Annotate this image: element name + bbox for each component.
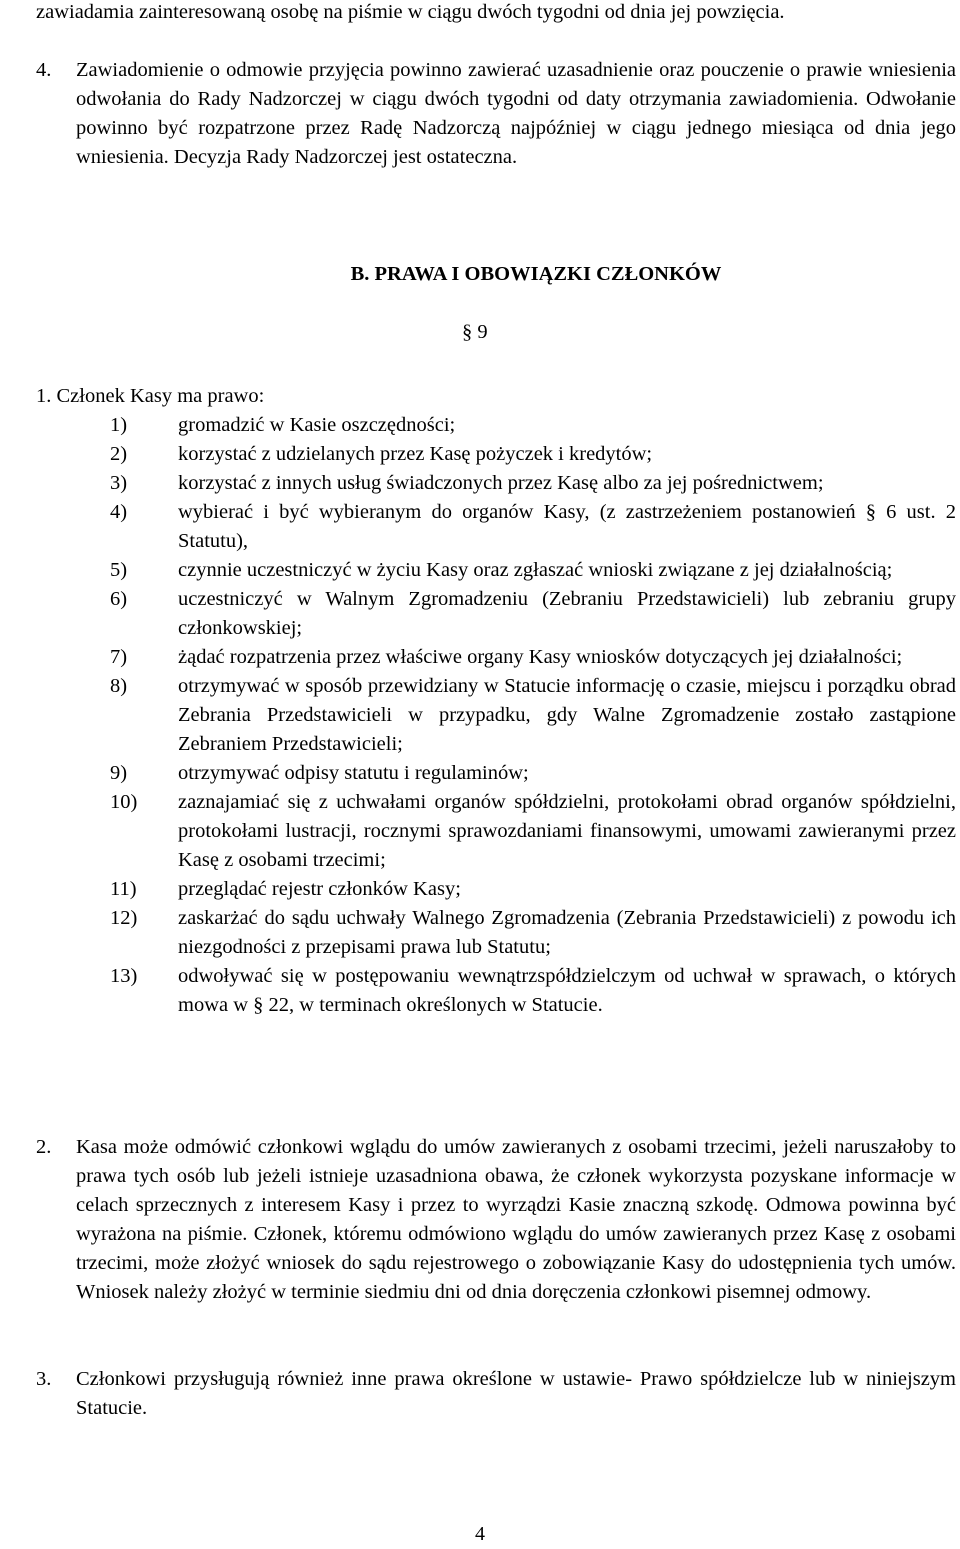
section-heading-text: B. PRAWA I OBOWIĄZKI CZŁONKÓW (350, 263, 722, 285)
list-item-number: 9) (110, 762, 128, 784)
paragraph-point-4 (36, 56, 956, 172)
list-item (110, 962, 956, 1020)
list-item-number: 1) (110, 414, 128, 436)
list-item (110, 672, 956, 759)
list-item-text: korzystać z udzielanych przez Kasę pożyczek i kredytów; (178, 443, 653, 465)
paragraph-mark: § 9 (462, 321, 488, 343)
list-item (110, 585, 956, 643)
point-text: Zawiadomienie o odmowie przyjęcia powinno zawierać uzasadnienie oraz pouczenie o prawie wniesienia odwołania do Rady Nadzorczej w ciągu dwóch tygodni od daty otrzymania zawiadomienia. Odwołanie powinno być rozpatrzone przez Radę Nadzorczą najpóźniej w ciągu jednego miesiąca od dnia jego wniesienia. Decyzja Rady Nadzorczej jest ostateczna. (76, 59, 956, 168)
list-item (110, 759, 956, 788)
list-item (110, 440, 956, 469)
list-item (110, 788, 956, 875)
point-1-intro: 1. Członek Kasy ma prawo: (36, 385, 265, 407)
list-item-text: otrzymywać odpisy statutu i regulaminów; (178, 762, 529, 784)
point-text: Członkowi przysługują również inne prawa określone w ustawie- Prawo spółdzielcze lub w niniejszym Statucie. (76, 1368, 956, 1419)
list-item-text: odwoływać się w postępowaniu wewnątrzspółdzielczym od uchwał w sprawach, o których mowa w § 22, w terminach określonych w Statucie. (178, 965, 956, 1016)
list-item-text: czynnie uczestniczyć w życiu Kasy oraz zgłaszać wnioski związane z jej działalnością; (178, 559, 893, 581)
paragraph-point-2 (36, 1133, 956, 1307)
list-item-number: 3) (110, 472, 128, 494)
point-text: Kasa może odmówić członkowi wglądu do umów zawieranych z osobami trzecimi, jeżeli naruszałoby to prawa tych osób lub jeżeli istnieje uzasadniona obawa, że członek wykorzysta pozyskane informacje w celach sprzecznych z interesem Kasy i przez to wyrządzi Kasie znaczną szkodę. Odmowa powinna być wyrażona na piśmie. Członek, któremu odmówiono wglądu do umów zawieranych przez Kasę z osobami trzecimi, może złożyć wniosek do sądu rejestrowego o zobowiązanie Kasy do udostępnienia tych umów. Wniosek należy złożyć w terminie siedmiu dni od dnia doręczenia członkowi pisemnej odmowy. (76, 1136, 956, 1303)
list-item-text: zaskarżać do sądu uchwały Walnego Zgromadzenia (Zebrania Przedstawicieli) z powodu ich niezgodności z przepisami prawa lub Statutu; (178, 907, 956, 958)
list-item (110, 643, 956, 672)
list-item-number: 6) (110, 588, 128, 610)
list-item-number: 2) (110, 443, 128, 465)
point-number: 3. (36, 1368, 52, 1390)
continuation-paragraph (36, 0, 956, 27)
list-item (110, 411, 956, 440)
list-item (110, 498, 956, 556)
point-number: 4. (36, 59, 52, 81)
list-item-number: 4) (110, 501, 128, 523)
list-item-number: 13) (110, 965, 138, 987)
list-item-text: korzystać z innych usług świadczonych przez Kasę albo za jej pośrednictwem; (178, 472, 824, 494)
list-item-text: wybierać i być wybieranym do organów Kasy, (z zastrzeżeniem postanowień § 6 ust. 2 Statutu), (178, 501, 956, 552)
list-item-text: gromadzić w Kasie oszczędności; (178, 414, 456, 436)
section-heading (0, 260, 960, 289)
paragraph-point-3 (36, 1365, 956, 1423)
list-item (110, 875, 956, 904)
list-item-text: otrzymywać w sposób przewidziany w Statucie informację o czasie, miejscu i porządku obrad Zebrania Przedstawicieli w przypadku, gdy Walne Zgromadzenie zostało zastąpione Zebraniem Przedstawicieli; (178, 675, 956, 755)
continuation-text: zawiadamia zainteresowaną osobę na piśmie w ciągu dwóch tygodni od dnia jej powzięcia. (36, 1, 785, 23)
list-item-number: 5) (110, 559, 128, 581)
list-item-number: 11) (110, 878, 137, 900)
list-item-number: 8) (110, 675, 128, 697)
list-item-text: żądać rozpatrzenia przez właściwe organy Kasy wniosków dotyczących jej działalności; (178, 646, 903, 668)
list-item (110, 556, 956, 585)
list-item-number: 10) (110, 791, 138, 813)
page-footer (0, 1520, 960, 1549)
list-item-text: przeglądać rejestr członków Kasy; (178, 878, 461, 900)
list-item-text: uczestniczyć w Walnym Zgromadzeniu (Zebraniu Przedstawicieli) lub zebraniu grupy członkowskiej; (178, 588, 956, 639)
point-number: 2. (36, 1136, 52, 1158)
list-item-number: 7) (110, 646, 128, 668)
page-number: 4 (475, 1523, 485, 1545)
rights-list (110, 411, 956, 1020)
list-item (110, 469, 956, 498)
list-item (110, 904, 956, 962)
list-item-number: 12) (110, 907, 138, 929)
list-item-text: zaznajamiać się z uchwałami organów spółdzielni, protokołami obrad organów spółdzielni, protokołami lustracji, rocznymi sprawozdaniami finansowymi, umowami zawieranymi przez Kasę z osobami trzecimi; (178, 791, 956, 871)
